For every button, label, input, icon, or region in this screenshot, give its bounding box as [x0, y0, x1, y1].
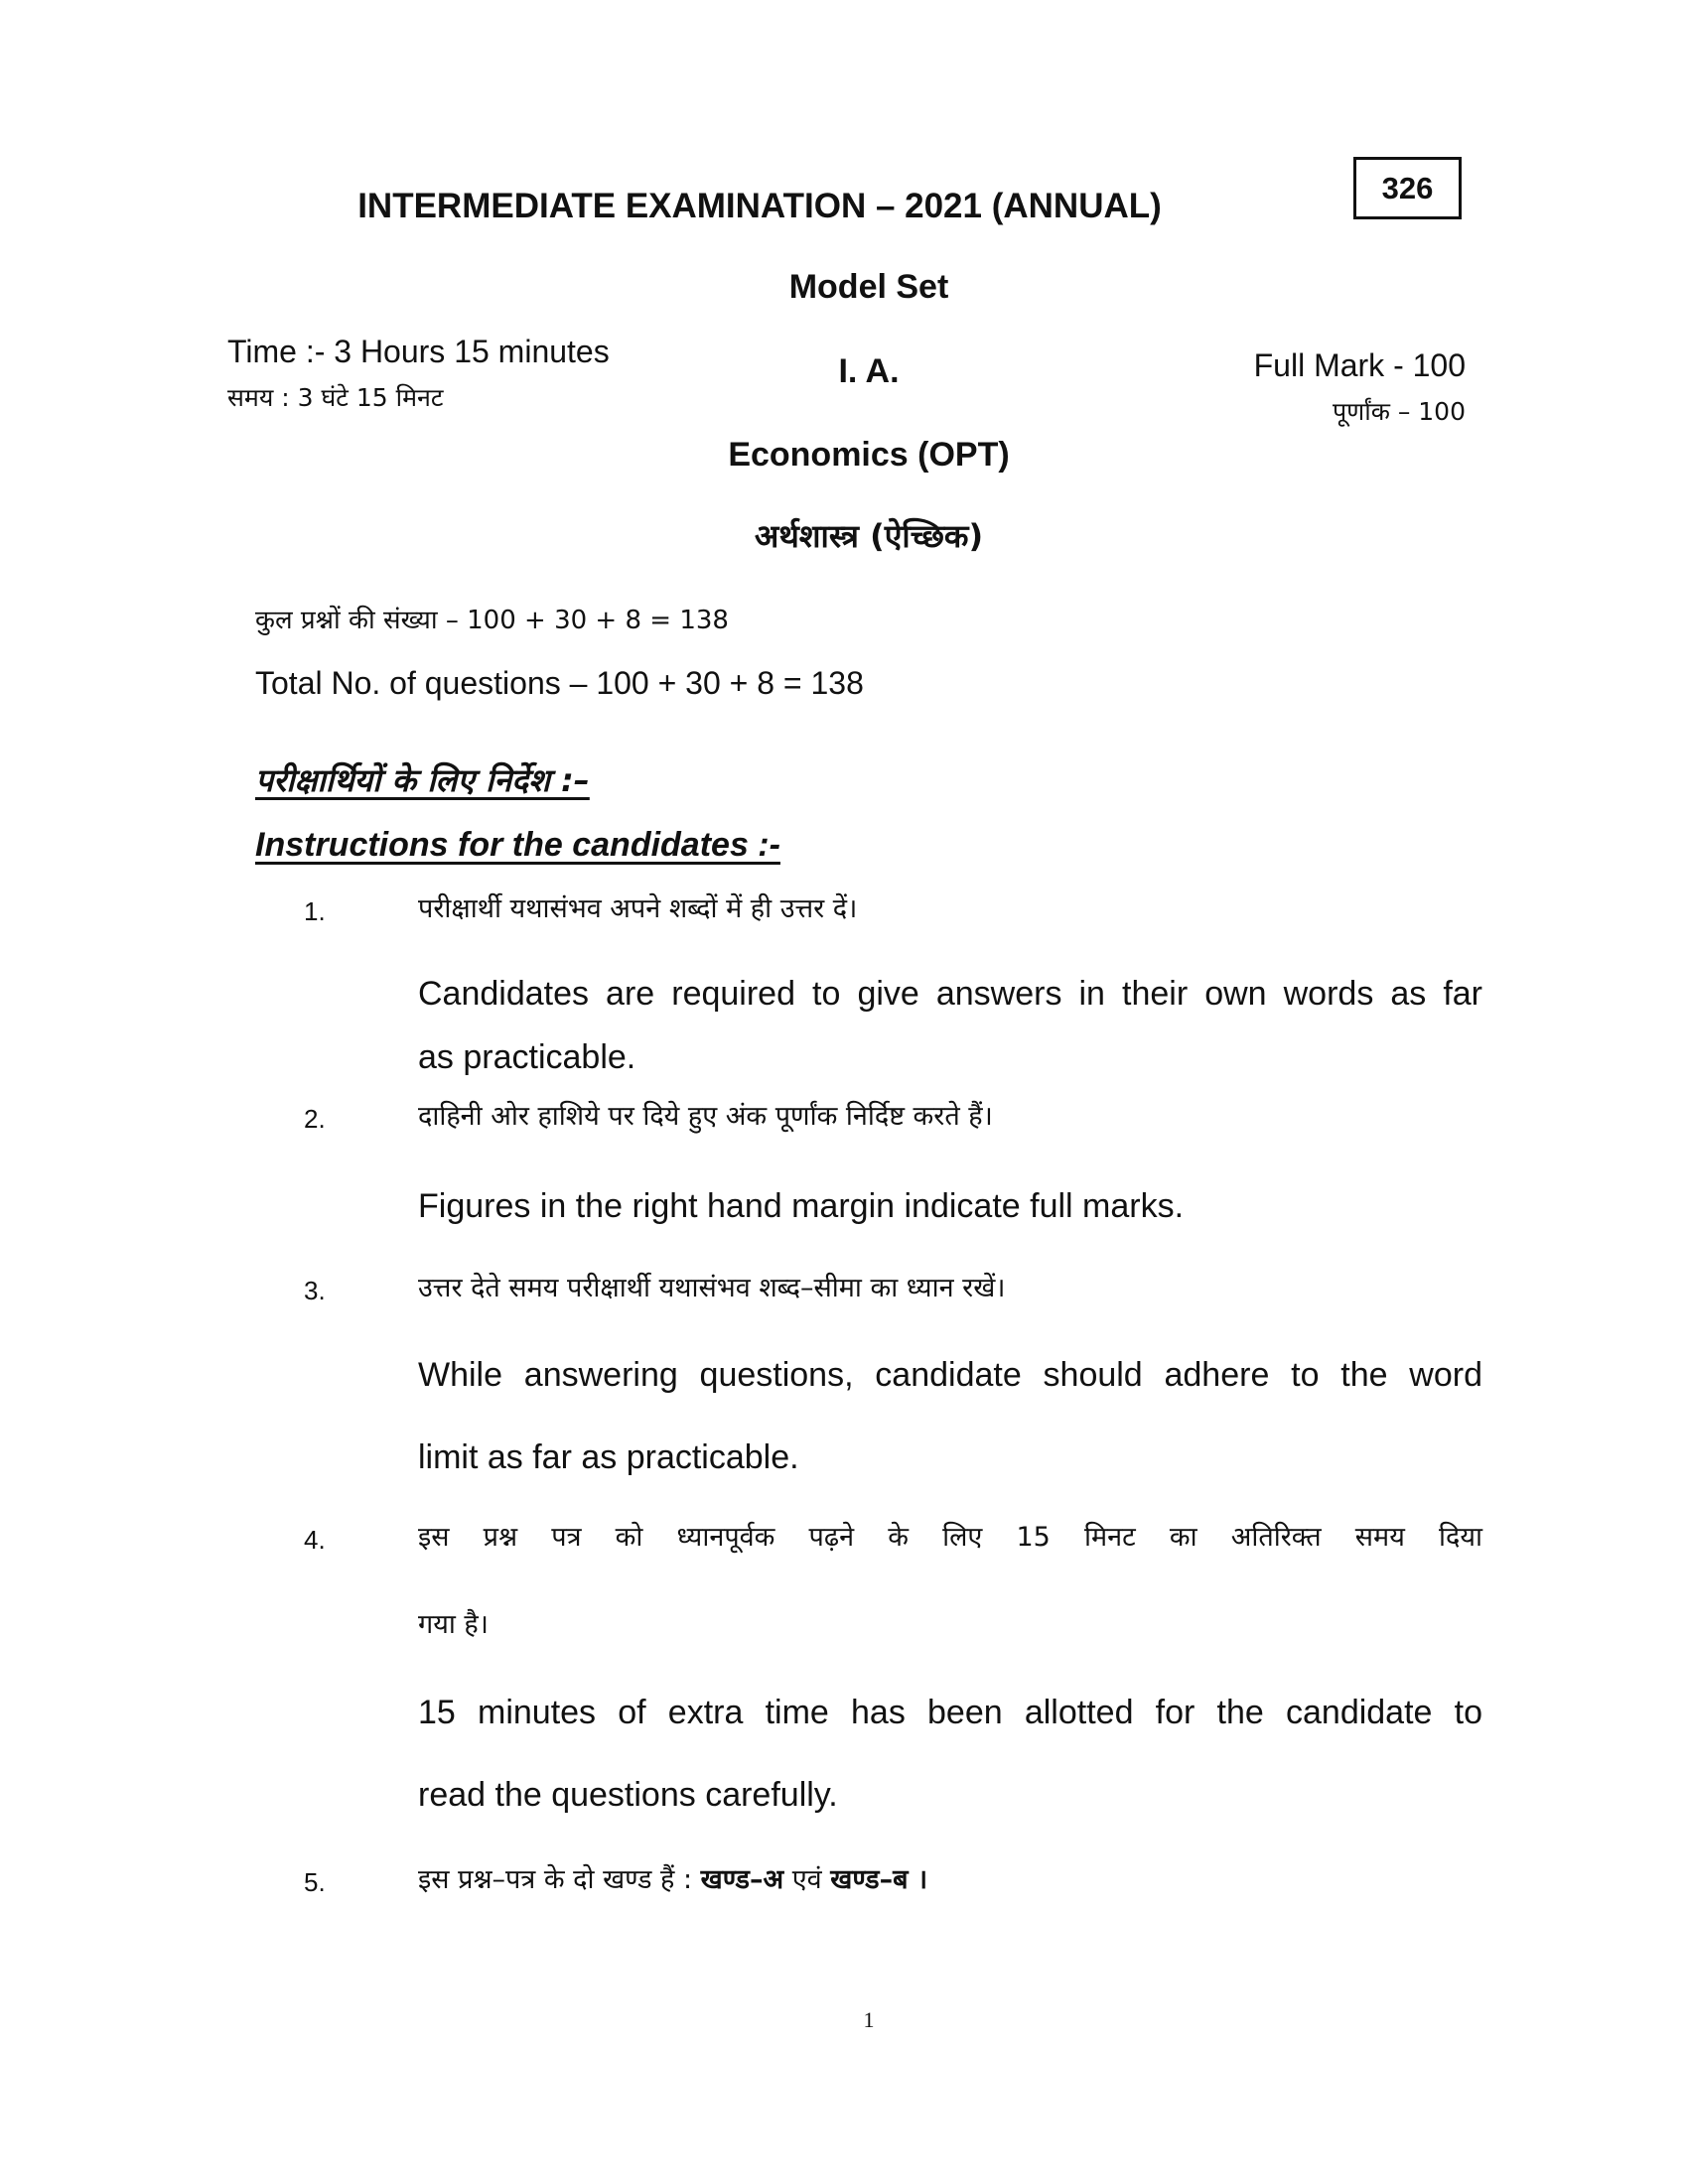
total-questions-en: Total No. of questions – 100 + 30 + 8 = 138 [255, 665, 864, 701]
item-number: 4. [304, 1525, 326, 1555]
exam-title: INTERMEDIATE EXAMINATION – 2021 (ANNUAL) [357, 187, 1162, 225]
instruction-hi-cont: गया है। [418, 1609, 490, 1640]
subject-en: Economics (OPT) [728, 436, 1010, 474]
model-set-title: Model Set [788, 268, 949, 306]
instruction-en: While answering questions, candidate should adhere to the word [418, 1356, 1482, 1394]
instruction-hi: इस प्रश्न पत्र को ध्यानपूर्वक पढ़ने के लिए 15 मिनट का अतिरिक्त समय दिया [418, 1522, 1482, 1553]
instruction-hi [418, 1866, 1482, 1893]
instruction-en-cont: limit as far as practicable. [418, 1438, 799, 1476]
stream-label: I. A. [838, 352, 900, 390]
full-marks-en: Full Mark - 100 [1253, 347, 1466, 383]
total-questions-hi: कुल प्रश्नों की संख्या – 100 + 30 + 8 = 138 [255, 606, 729, 635]
instructions-heading-en: Instructions for the candidates :- [255, 826, 780, 864]
instruction-hi-part: एवं [783, 1864, 831, 1895]
instructions-heading-hi: परीक्षार्थियों के लिए निर्देश :– [255, 761, 590, 799]
item-number: 3. [304, 1276, 326, 1305]
subject-hi: अर्थशास्त्र (ऐच्छिक) [754, 517, 984, 555]
instruction-en-cont: read the questions carefully. [418, 1776, 838, 1814]
instruction-en: 15 minutes of extra time has been allotted for the candidate to [418, 1694, 1482, 1731]
instruction-hi: उत्तर देते समय परीक्षार्थी यथासंभव शब्द–सीमा का ध्यान रखें। [418, 1273, 1006, 1303]
section-a-label: खण्ड–अ [700, 1864, 784, 1895]
instruction-en: Candidates are required to give answers in their own words as far [418, 975, 1482, 1013]
time-hi: समय : 3 घंटे 15 मिनट [227, 383, 444, 412]
time-en: Time :- 3 Hours 15 minutes [227, 334, 610, 369]
section-b-label: खण्ड–ब । [830, 1864, 928, 1895]
instruction-hi: परीक्षार्थी यथासंभव अपने शब्दों में ही उत्तर दें। [418, 893, 858, 924]
paper-code-box: 326 [1353, 157, 1462, 219]
instruction-en: Figures in the right hand margin indicate full marks. [418, 1187, 1185, 1225]
item-number: 1. [304, 896, 326, 926]
item-number: 2. [304, 1104, 326, 1134]
instruction-hi-part: इस प्रश्न–पत्र के दो खण्ड हैं : [418, 1864, 701, 1895]
instruction-hi: दाहिनी ओर हाशिये पर दिये हुए अंक पूर्णांक निर्दिष्ट करते हैं। [418, 1101, 993, 1132]
instruction-en-cont: as practicable. [418, 1038, 636, 1076]
full-marks-hi: पूर्णांक – 100 [1332, 397, 1466, 426]
item-number: 5. [304, 1867, 326, 1897]
page-number: 1 [863, 2007, 875, 2032]
